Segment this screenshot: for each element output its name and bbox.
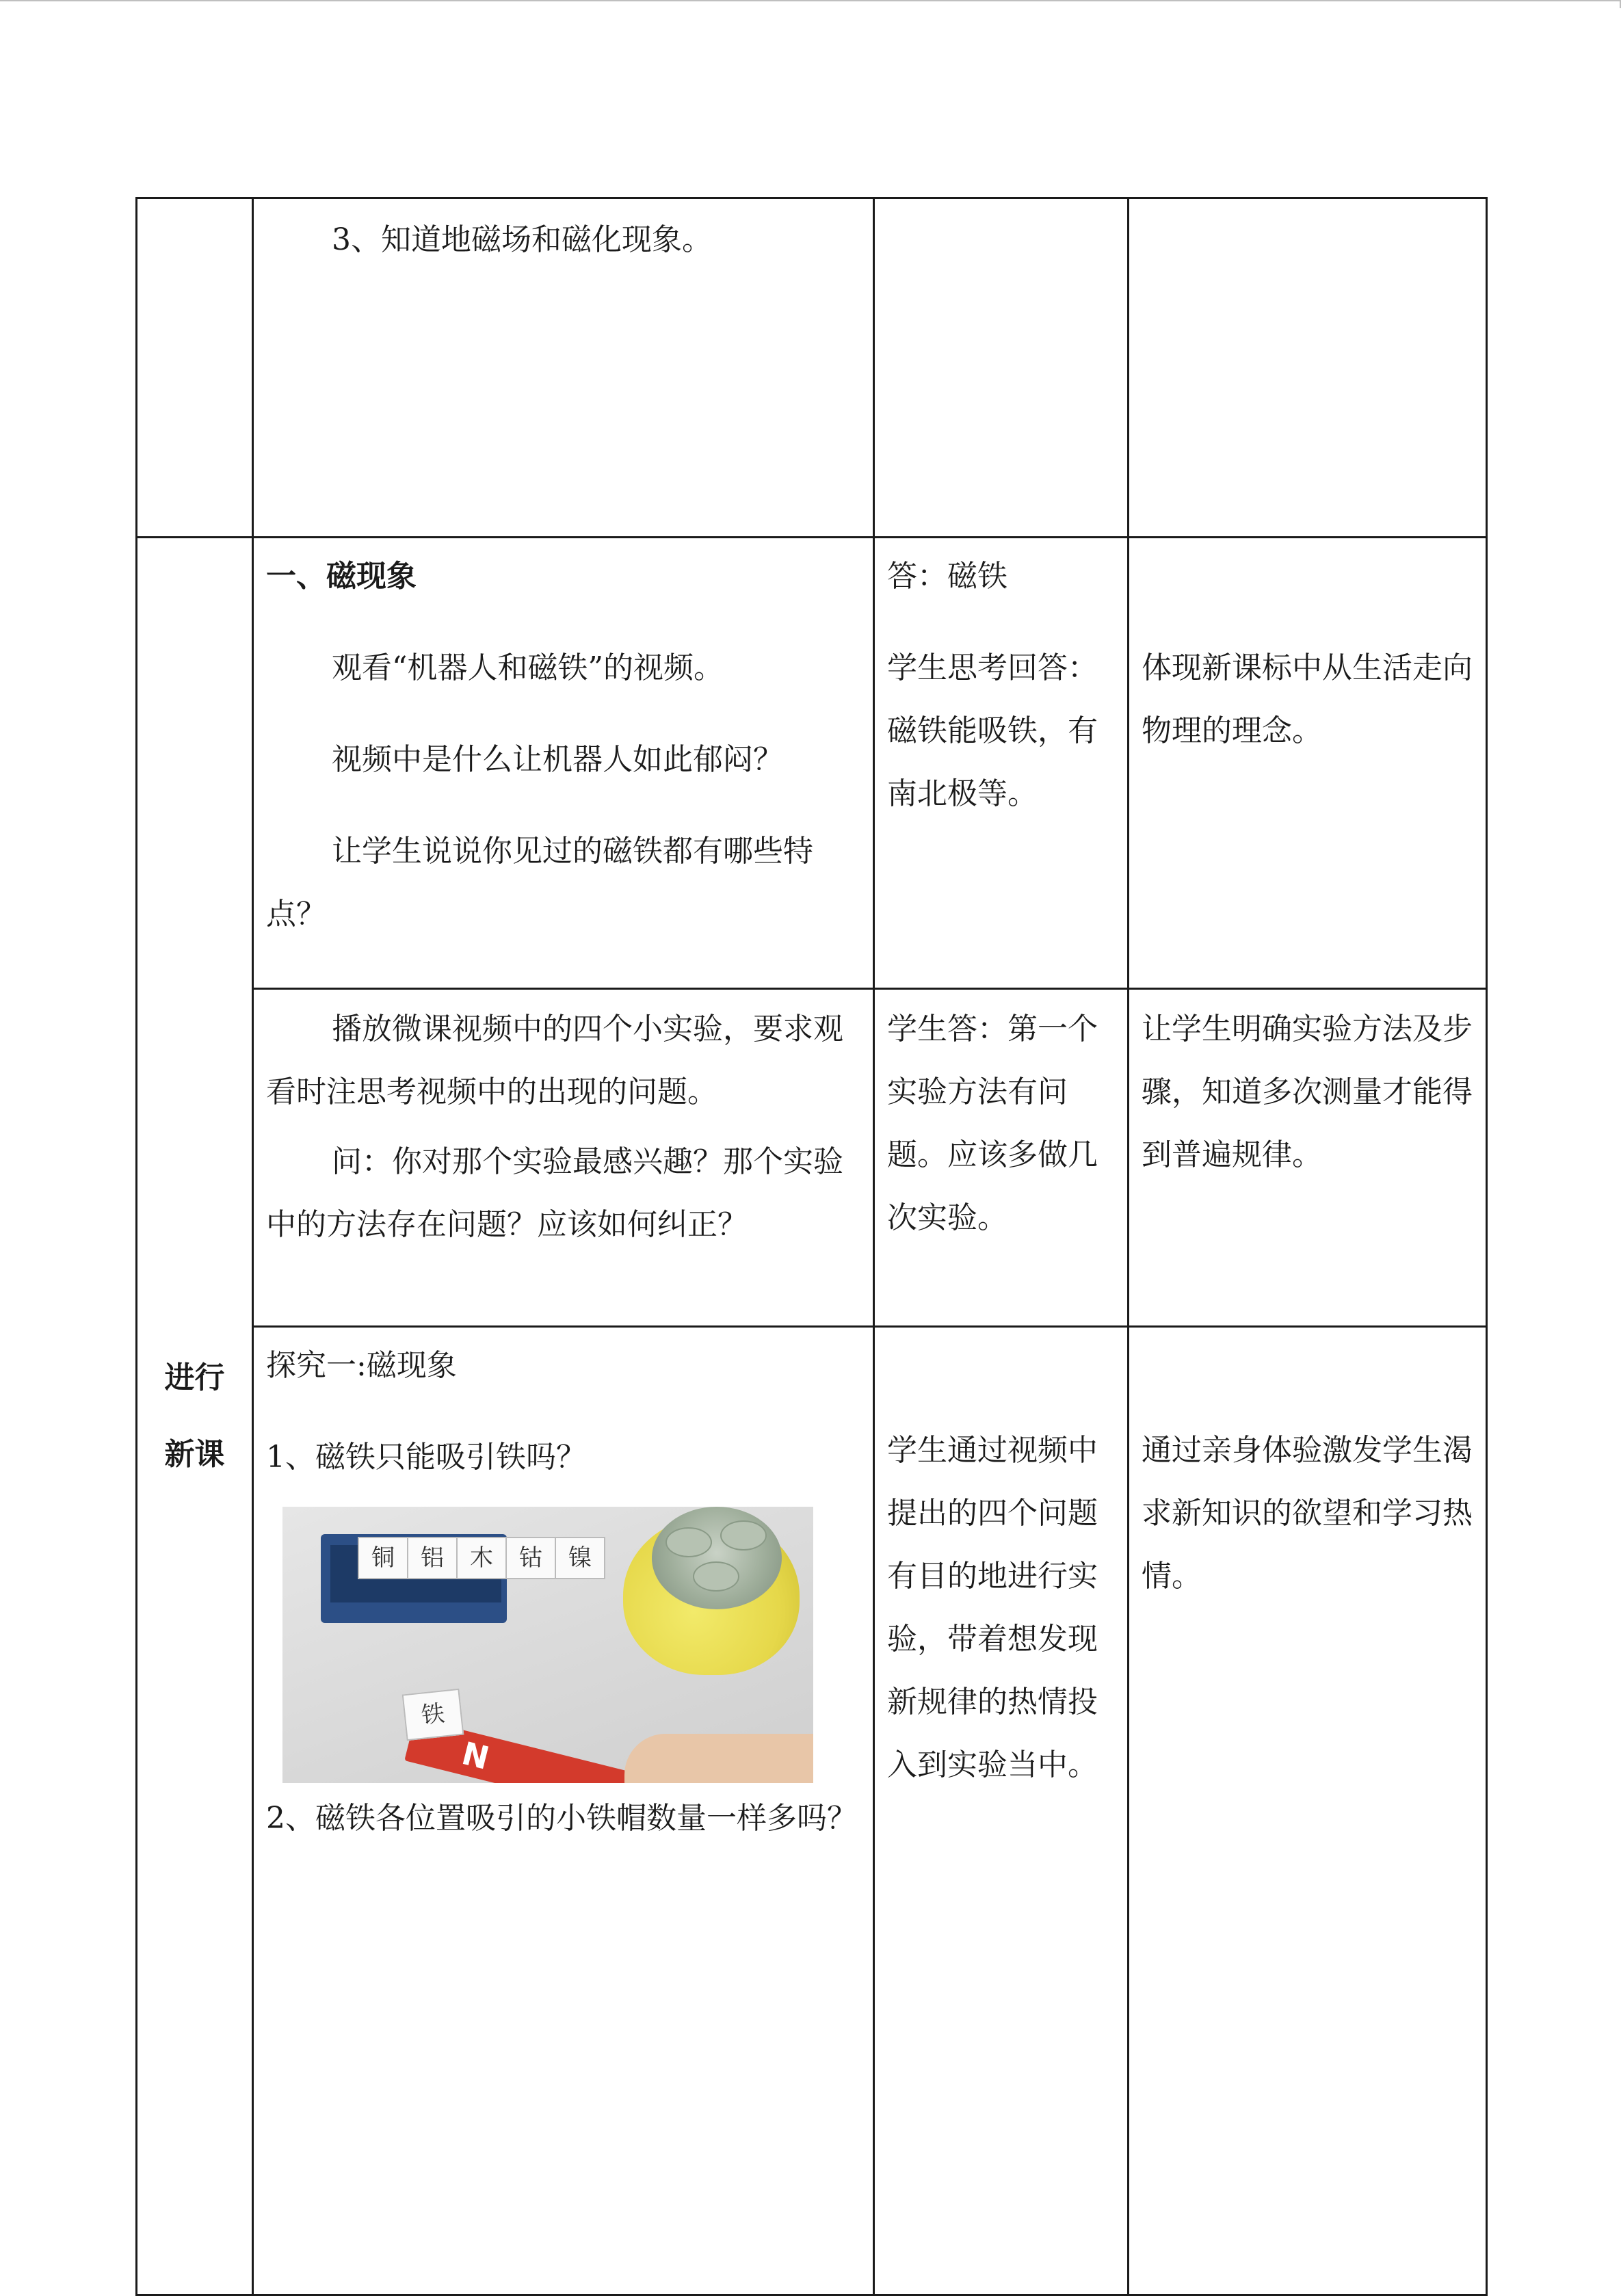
section-label-cell	[137, 538, 253, 2295]
row1-intent-cell	[1129, 198, 1487, 538]
leaf	[693, 1561, 739, 1592]
question-2: 2、磁铁各位置吸引的小铁帽数量一样多吗？	[266, 1801, 857, 1836]
table-row	[137, 989, 1487, 1327]
content-line: 让学生说说你见过的磁铁都有哪些特点？	[266, 834, 813, 932]
lesson-plan-table	[135, 197, 1488, 2296]
question-1: 1、磁铁只能吸引铁吗？	[266, 1440, 586, 1475]
experiment-photo	[282, 1507, 813, 1783]
material-card: 镍	[555, 1537, 605, 1579]
material-card: 钴	[505, 1537, 556, 1579]
row2-intent-cell	[1129, 538, 1487, 989]
row1-label-cell	[137, 198, 253, 538]
material-card: 木	[456, 1537, 507, 1579]
page-top-border	[0, 0, 1621, 1]
student-answer: 学生思考回答：磁铁能吸铁，有南北极等。	[887, 650, 1098, 811]
content-line: 播放微课视频中的四个小实验，要求观看时注思考视频中的出现的问题。	[266, 1012, 843, 1109]
leaf	[720, 1520, 767, 1551]
design-intent: 体现新课标中从生活走向物理的理念。	[1142, 650, 1473, 748]
section-label-line-2: 新课	[164, 1436, 225, 1472]
table-row	[137, 1327, 1487, 2295]
objective-3-text: 3、知道地磁场和磁化现象。	[332, 222, 712, 257]
content-line: 视频中是什么让机器人如此郁闷？	[332, 742, 783, 777]
content-line: 观看“机器人和磁铁”的视频。	[332, 650, 724, 685]
row1-content-cell	[253, 198, 874, 538]
succulent-plant	[652, 1507, 782, 1609]
student-answer: 学生答：第一个实验方法有问题。应该多做几次实验。	[887, 1012, 1098, 1235]
section-heading: 一、磁现象	[266, 559, 417, 594]
material-card: 铜	[358, 1537, 408, 1579]
design-intent: 通过亲身体验激发学生渴求新知识的欲望和学习热情。	[1142, 1433, 1473, 1594]
row2-student-cell	[874, 538, 1129, 989]
row4-student-cell	[874, 1327, 1129, 2295]
student-activity: 学生通过视频中提出的四个问题有目的地进行实验，带着想发现新规律的热情投入到实验当中。	[887, 1433, 1098, 1782]
row1-student-cell	[874, 198, 1129, 538]
leaf	[665, 1527, 712, 1557]
row4-content-cell	[253, 1327, 874, 2295]
table-row	[137, 538, 1487, 989]
row4-intent-cell	[1129, 1327, 1487, 2295]
section-label-line-1: 进行	[164, 1360, 225, 1395]
material-card: 铝	[407, 1537, 458, 1579]
row2-content-cell	[253, 538, 874, 989]
content-line: 问：你对那个实验最感兴趣？那个实验中的方法存在问题？应该如何纠正？	[266, 1144, 843, 1242]
row3-content-cell	[253, 989, 874, 1327]
row3-intent-cell	[1129, 989, 1487, 1327]
iron-card: 铁	[402, 1689, 464, 1741]
student-answer: 答：磁铁	[887, 559, 1007, 594]
magnet-pole-label: N	[458, 1734, 493, 1777]
design-intent: 让学生明确实验方法及步骤，知道多次测量才能得到普遍规律。	[1142, 1012, 1473, 1172]
hand	[624, 1734, 813, 1783]
row3-student-cell	[874, 989, 1129, 1327]
table-row	[137, 198, 1487, 538]
inquiry-heading: 探究一:磁现象	[266, 1348, 457, 1383]
